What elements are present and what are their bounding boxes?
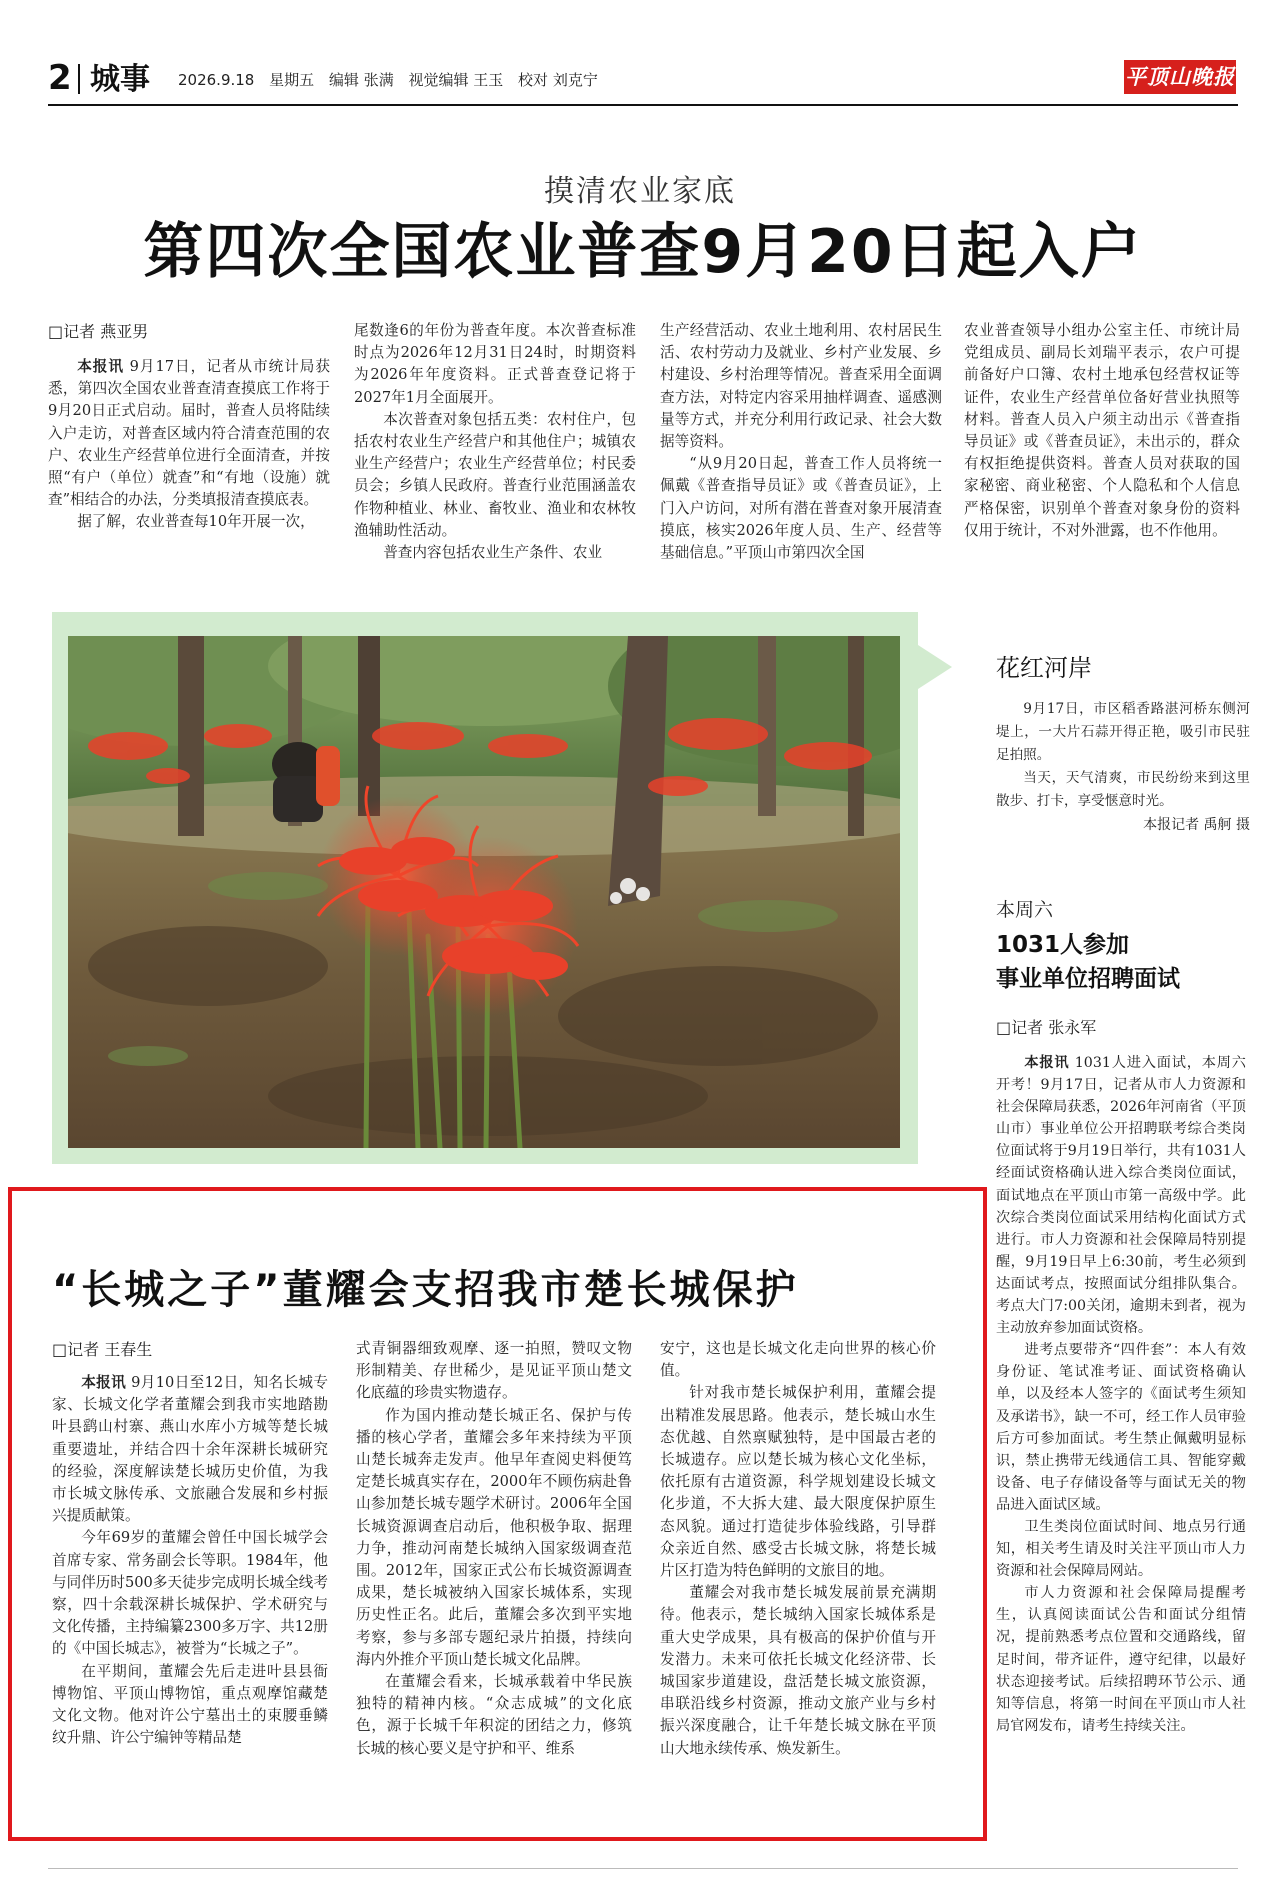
paragraph-text: 1031人进入面试，本周六开考！9月17日，记者从市人力资源和社会保障局获悉，2026年河南省（平顶山市）事业单位公开招聘联考综合类岗位面试将于9月19日举行，共有1031人经面试资格确认进入综合类岗位面试，面试地点在平顶山市第一高级中学。此次综合类岗位面试采用结构化面试方式进行。市人力资源和社会保障局特别提醒，9月19日早上6:30前，考生必须到达面试考点，按照面试分组排队集合。考点大门7:00关闭，逾期未到者，视为主动放弃参加面试资格。: [996, 1055, 1246, 1337]
bottom-rule: [48, 1868, 1238, 1869]
sidebar-headline-line: 事业单位招聘面试: [996, 966, 1180, 992]
article-paragraph: [660, 1338, 936, 1382]
paragraph-text: 9月17日，记者从市统计局获悉，第四次全国农业普查清查摸底工作将于9月20日正式启动。届时，普查人员将陆续入户走访，对普查区域内符合清查范围的农户、农业生产经营单位进行全面清查，并按照“有户（单位）就查”和“有地（设施）就查”相结合的办法，分类填报清查摸底表。: [48, 358, 330, 509]
paragraph-text: 农业普查领导小组办公室主任、市统计局党组成员、副局长刘瑞平表示，农户可提前备好户口簿、农村土地承包经营权证等证件，农业生产经营单位备好营业执照等材料。普查人员入户须主动出示《普查指导员证》或《普查员证》，未出示的，群众有权拒绝提供资料。普查人员对获取的国家秘密、商业秘密、个人隐私和个人信息严格保密，识别单个普查对象身份的资料仅用于统计，不对外泄露，也不作他用。: [964, 322, 1240, 539]
photo-caption-paragraph: 9月17日，市区稻香路湛河桥东侧河堤上，一大片石蒜开得正艳，吸引市民驻足拍照。: [996, 701, 1250, 763]
feature-byline: □记者 王春生: [52, 1340, 153, 1359]
article-paragraph: [996, 1339, 1246, 1516]
article-paragraph: [52, 1527, 328, 1660]
paragraph-text: 尾数逢6的年份为普查年度。本次普查标准时点为2026年12月31日24时，时期资料为2026年年度资料。正式普查登记将于2027年1月全面展开。: [354, 322, 636, 406]
paragraph-text: 卫生类岗位面试时间、地点另行通知，相关考生请及时关注平顶山市人力资源和社会保障局网站。: [996, 1518, 1246, 1580]
header-rule: [48, 104, 1238, 106]
lead-headline: 第四次全国农业普查9月20日起入户: [143, 217, 1143, 287]
newspaper-logo: 平顶山晚报: [1124, 60, 1236, 94]
article-paragraph: [996, 1516, 1246, 1582]
article-paragraph: [660, 453, 942, 564]
article-paragraph: [660, 1582, 936, 1760]
paragraph-text: 普查内容包括农业生产条件、农业: [383, 544, 603, 562]
photo-caption: [996, 698, 1250, 813]
article-paragraph: [996, 1052, 1246, 1339]
paragraph-text: 今年69岁的董耀会曾任中国长城学会首席专家、常务副会长等职。1984年，他与同伴历时500多天徒步完成明长城全线考察，四十余载深耕长城保护、学术研究与文化传播，主持编纂2300多万字、共12册的《中国长城志》，被誉为“长城之子”。: [52, 1529, 328, 1658]
article-paragraph: [52, 1372, 328, 1527]
paragraph-text: 在平期间，董耀会先后走进叶县县衙博物馆、平顶山博物馆，重点观摩馆藏楚文化文物。他对许公宁墓出土的束腰垂鳞纹升鼎、许公宁编钟等精品楚: [52, 1662, 328, 1747]
article-paragraph: [354, 320, 636, 409]
header-meta: [178, 68, 608, 92]
paragraph-text: 针对我市楚长城保护利用，董耀会提出精准发展思路。他表示，楚长城山水生态优越、自然禀赋独特，是中国最古老的长城遗存。应以楚长城为核心文化坐标，依托原有古道资源，科学规划建设长城文化步道，不大拆大建、最大限度保护原生态风貌。通过打造徒步体验线路，引导群众亲近自然、感受古长城文脉，将楚长城片区打造为特色鲜明的文旅目的地。: [660, 1384, 936, 1580]
photo-caption-paragraph: 当天，天气清爽，市民纷纷来到这里散步、打卡，享受惬意时光。: [996, 770, 1250, 809]
article-paragraph: [52, 1661, 328, 1750]
paragraph-text: 本次普查对象包括五类：农村住户，包括农村农业生产经营户和其他住户；城镇农业生产经营户；农业生产经营单位；村民委员会；乡镇人民政府。普查行业范围涵盖农作物种植业、林业、畜牧业、渔业和农林牧渔辅助性活动。: [354, 410, 636, 539]
article-paragraph: [356, 1405, 632, 1671]
paragraph-text: 据了解，农业普查每10年开展一次，: [77, 513, 315, 531]
visual-editor-credit: 视觉编辑 王玉: [408, 71, 504, 89]
article-paragraph: [48, 356, 330, 511]
dateline: 本报讯: [77, 358, 124, 375]
paragraph-text: 安宁，这也是长城文化走向世界的核心价值。: [660, 1340, 936, 1380]
paragraph-text: 9月10日至12日，知名长城专家、长城文化学者董耀会到我市实地踏勘叶县鹞山村寨、燕山水库小方城等楚长城重要遗址，并结合四十余年深耕长城研究的经验，深度解读楚长城历史价值，为我市长城文脉传承、文旅融合发展和乡村振兴提质献策。: [52, 1374, 328, 1525]
article-paragraph: [354, 409, 636, 542]
paragraph-text: 董耀会对我市楚长城发展前景充满期待。他表示，楚长城纳入国家长城体系是重大史学成果，具有极高的保护价值与开发潜力。未来可依托长城文化经济带、长城国家步道建设，盘活楚长城文旅资源，串联沿线乡村资源，推动文旅产业与乡村振兴深度融合，让千年楚长城文脉在平顶山大地永续传承、焕发新生。: [660, 1584, 936, 1757]
photo-pointer: [918, 645, 952, 689]
paragraph-text: 作为国内推动楚长城正名、保护与传播的核心学者，董耀会多年来持续为平顶山楚长城奔走发声。他早年查阅史料便笃定楚长城真实存在，2000年不顾伤病赴鲁山参加楚长城专题学术研讨。2006年全国长城资源调查启动后，他积极争取、据理力争，推动河南楚长城纳入国家级调查范围。2012年，国家正式公布长城资源调查成果，楚长城被纳入国家长城体系，实现历史性正名。此后，董耀会多次到平实地考察，参与多部专题纪录片拍摄，持续向海内外推介平顶山楚长城文化品牌。: [356, 1406, 632, 1668]
dateline: 本报讯: [1024, 1055, 1070, 1071]
issue-date: 2026.9.18: [178, 71, 255, 89]
feature-column-2: [356, 1338, 632, 1824]
article-paragraph: [356, 1338, 632, 1405]
lead-kicker: 摸清农业家底: [544, 174, 736, 209]
editor-credit: 编辑 张满: [328, 71, 394, 89]
feature-column-3: [660, 1338, 936, 1824]
sidebar-kicker: 本周六: [996, 899, 1054, 921]
header-divider: [78, 64, 80, 94]
spider-lily-photo: [68, 636, 900, 1148]
sidebar-headline-line: 1031人参加: [996, 932, 1130, 958]
photo-story-title: 花红河岸: [996, 654, 1092, 682]
article-paragraph: [660, 1382, 936, 1582]
sidebar-body: [996, 1052, 1246, 1856]
lead-column-2: [354, 320, 636, 570]
article-paragraph: [354, 542, 636, 564]
paragraph-text: 进考点要带齐“四件套”：本人有效身份证、笔试准考证、面试资格确认单，以及经本人签字的《面试考生须知及承诺书》，缺一不可，经工作人员审验后方可参加面试。考生禁止佩戴明显标识，禁止携带无线通信工具、智能穿戴设备、电子存储设备等与面试无关的物品进入面试区域。: [996, 1342, 1246, 1513]
sidebar-byline: □记者 张永军: [996, 1018, 1097, 1037]
paragraph-text: 在董耀会看来，长城承载着中华民族独特的精神内核。“众志成城”的文化底色，源于长城千年积淀的团结之力，修筑长城的核心要义是守护和平、维系: [356, 1673, 632, 1757]
paragraph-text: “从9月20日起，普查工作人员将统一佩戴《普查指导员证》或《普查员证》，上门入户访问，对所有潜在普查对象开展清查摸底，核实2026年度人员、生产、经营等基础信息。”平顶山市第四次全国: [660, 455, 942, 562]
photo-credit: 本报记者 禹舸 摄: [1143, 817, 1250, 833]
issue-weekday: 星期五: [269, 71, 315, 89]
article-paragraph: [48, 511, 330, 533]
page-number: 2: [48, 58, 72, 98]
paragraph-text: 生产经营活动、农业土地利用、农村居民生活、农村劳动力及就业、乡村产业发展、乡村建设、乡村治理等情况。普查采用全面调查方法，对特定内容采用抽样调查、遥感测量等方式，并充分利用行政记录、社会大数据等资料。: [660, 322, 942, 451]
paragraph-text: 市人力资源和社会保障局提醒考生，认真阅读面试公告和面试分组情况，提前熟悉考点位置和交通路线，留足时间，带齐证件，遵守纪律，以最好状态迎接考试。后续招聘环节公示、通知等信息，将第一时间在平顶山市人社局官网发布，请考生持续关注。: [996, 1585, 1246, 1734]
paragraph-text: 式青铜器细致观摩、逐一拍照，赞叹文物形制精美、存世稀少，是见证平顶山楚文化底蕴的珍贵实物遗存。: [356, 1340, 632, 1402]
lead-column-3: [660, 320, 942, 570]
proofreader-credit: 校对 刘克宁: [518, 71, 598, 89]
sidebar-headline: [996, 928, 1180, 996]
section-name: 城事: [90, 62, 150, 97]
dateline: 本报讯: [81, 1374, 127, 1391]
lead-column-1: [48, 356, 330, 568]
article-paragraph: [964, 320, 1240, 542]
article-paragraph: [660, 320, 942, 453]
feature-column-1: [52, 1372, 328, 1824]
article-paragraph: [356, 1671, 632, 1760]
feature-headline: “长城之子”董耀会支招我市楚长城保护: [52, 1267, 799, 1313]
article-paragraph: [996, 1582, 1246, 1737]
lead-byline: □记者 燕亚男: [48, 322, 149, 341]
lead-column-4: [964, 320, 1240, 570]
